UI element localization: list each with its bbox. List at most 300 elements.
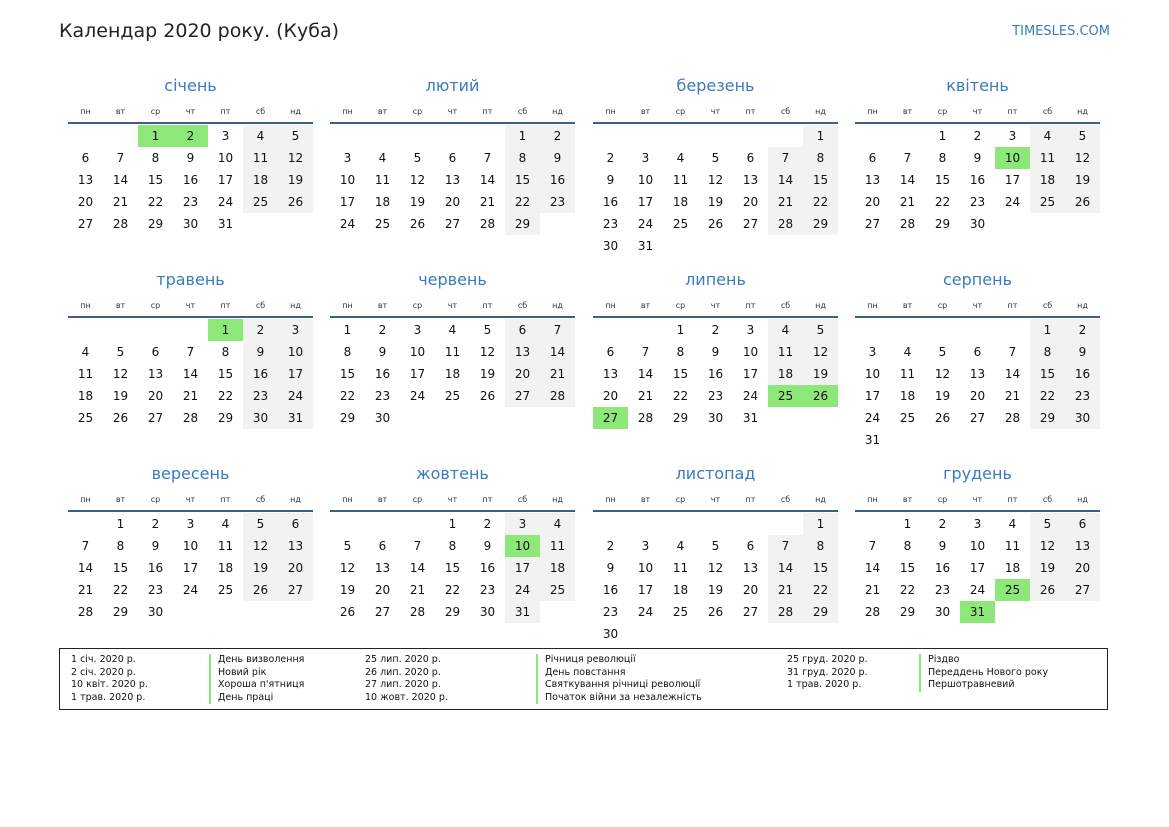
day-cell: 12	[934, 367, 951, 381]
weekday-header: вт	[902, 301, 913, 310]
day-cell: 17	[182, 561, 199, 575]
day-cell: 21	[768, 191, 803, 213]
weekday-header: чт	[447, 301, 458, 310]
weekday-header: пт	[220, 301, 231, 310]
legend-holiday-name: Святкування річниці революції	[536, 679, 702, 692]
day-cell: 11	[1030, 147, 1065, 169]
holiday-day-cell: 25	[995, 579, 1030, 601]
day-cell: 16	[602, 195, 619, 209]
day-cell: 18	[217, 561, 234, 575]
day-cell: 7	[81, 539, 90, 553]
day-cell: 16	[602, 583, 619, 597]
day-cell: 10	[409, 345, 426, 359]
day-cell: 21	[540, 363, 575, 385]
day-cell: 13	[505, 341, 540, 363]
weekday-header: пн	[867, 495, 878, 504]
day-cell: 30	[602, 239, 619, 253]
legend-date: 31 груд. 2020 р.	[787, 666, 868, 678]
weekday-header: ср	[675, 107, 686, 116]
day-cell: 12	[1030, 535, 1065, 557]
legend-date: 1 трав. 2020 р.	[71, 691, 146, 703]
weekday-header: сб	[780, 495, 791, 504]
day-cell: 3	[641, 151, 650, 165]
day-cell: 11	[374, 173, 391, 187]
day-cell: 16	[479, 561, 496, 575]
weekday-header: пт	[745, 301, 756, 310]
day-cell: 5	[803, 319, 838, 341]
day-cell: 30	[969, 217, 986, 231]
day-cell: 4	[81, 345, 90, 359]
day-cell: 30	[479, 605, 496, 619]
weekday-header: пт	[1007, 301, 1018, 310]
day-cell: 3	[641, 539, 650, 553]
day-cell: 19	[1030, 557, 1065, 579]
day-cell: 4	[676, 539, 685, 553]
day-cell: 1	[676, 323, 685, 337]
day-cell: 22	[934, 195, 951, 209]
site-link[interactable]: TIMESLES.COM	[1012, 24, 1110, 39]
day-cell: 24	[182, 583, 199, 597]
day-cell: 3	[973, 517, 982, 531]
weekday-header: сб	[1042, 495, 1053, 504]
day-cell: 4	[903, 345, 912, 359]
day-cell: 2	[606, 151, 615, 165]
day-cell: 13	[742, 561, 759, 575]
weekday-header: сб	[780, 301, 791, 310]
day-cell: 1	[938, 129, 947, 143]
day-cell: 20	[742, 195, 759, 209]
weekday-header: пн	[867, 301, 878, 310]
day-cell: 19	[707, 583, 724, 597]
day-cell: 27	[1065, 579, 1100, 601]
day-cell: 29	[505, 213, 540, 235]
day-cell: 24	[339, 217, 356, 231]
day-cell: 20	[147, 389, 164, 403]
holiday-day-cell: 1	[138, 125, 173, 147]
month-header-rule	[593, 510, 838, 512]
day-cell: 9	[243, 341, 278, 363]
day-cell: 9	[1065, 341, 1100, 363]
day-cell: 24	[637, 217, 654, 231]
day-cell: 19	[934, 389, 951, 403]
day-cell: 31	[637, 239, 654, 253]
day-cell: 26	[409, 217, 426, 231]
day-cell: 18	[1004, 561, 1021, 575]
day-cell: 28	[1004, 411, 1021, 425]
day-cell: 6	[378, 539, 387, 553]
weekday-header: пн	[342, 107, 353, 116]
day-cell: 4	[1008, 517, 1017, 531]
legend-date: 1 січ. 2020 р.	[71, 654, 136, 665]
day-cell: 22	[112, 583, 129, 597]
day-cell: 17	[505, 557, 540, 579]
day-cell: 18	[444, 367, 461, 381]
day-cell: 6	[746, 539, 755, 553]
day-cell: 7	[868, 539, 877, 553]
day-cell: 18	[899, 389, 916, 403]
day-cell: 29	[934, 217, 951, 231]
weekday-header: пн	[80, 107, 91, 116]
day-cell: 5	[1030, 513, 1065, 535]
day-cell: 9	[711, 345, 720, 359]
day-cell: 25	[672, 217, 689, 231]
weekday-header: пн	[605, 495, 616, 504]
weekday-header: пт	[220, 107, 231, 116]
weekday-header: пт	[1007, 495, 1018, 504]
weekday-header: нд	[815, 301, 826, 310]
weekday-header: чт	[710, 495, 721, 504]
day-cell: 10	[182, 539, 199, 553]
day-cell: 21	[182, 389, 199, 403]
day-cell: 10	[864, 367, 881, 381]
day-cell: 6	[278, 513, 313, 535]
day-cell: 2	[483, 517, 492, 531]
weekday-header: нд	[552, 495, 563, 504]
legend-date: 26 лип. 2020 р.	[365, 666, 441, 678]
day-cell: 9	[151, 539, 160, 553]
day-cell: 11	[540, 535, 575, 557]
day-cell: 30	[147, 605, 164, 619]
day-cell: 28	[768, 601, 803, 623]
day-cell: 9	[540, 147, 575, 169]
day-cell: 2	[151, 517, 160, 531]
weekday-header: вт	[902, 495, 913, 504]
day-cell: 17	[637, 583, 654, 597]
day-cell: 14	[479, 173, 496, 187]
day-cell: 6	[505, 319, 540, 341]
day-cell: 1	[505, 125, 540, 147]
day-cell: 27	[742, 605, 759, 619]
day-cell: 26	[278, 191, 313, 213]
day-cell: 17	[409, 367, 426, 381]
legend-dates-col-1	[71, 654, 148, 704]
day-cell: 14	[864, 561, 881, 575]
day-cell: 11	[899, 367, 916, 381]
day-cell: 14	[540, 341, 575, 363]
weekday-header: вт	[115, 107, 126, 116]
weekday-header: чт	[185, 495, 196, 504]
day-cell: 23	[1065, 385, 1100, 407]
day-cell: 12	[278, 147, 313, 169]
day-cell: 29	[672, 411, 689, 425]
day-cell: 2	[973, 129, 982, 143]
weekday-header: пн	[80, 495, 91, 504]
day-cell: 30	[602, 627, 619, 641]
holiday-day-cell: 10	[505, 535, 540, 557]
day-cell: 5	[413, 151, 422, 165]
day-cell: 18	[768, 363, 803, 385]
weekday-header: сб	[780, 107, 791, 116]
day-cell: 1	[448, 517, 457, 531]
day-cell: 1	[343, 323, 352, 337]
month-name: липень	[685, 270, 746, 289]
day-cell: 3	[1008, 129, 1017, 143]
legend-holiday-name: День визволення	[209, 654, 304, 667]
day-cell: 24	[1004, 195, 1021, 209]
legend-names-col-1	[209, 654, 304, 704]
holiday-day-cell: 27	[593, 407, 628, 429]
day-cell: 8	[448, 539, 457, 553]
day-cell: 19	[707, 195, 724, 209]
day-cell: 1	[1030, 319, 1065, 341]
month-name: серпень	[943, 270, 1012, 289]
day-cell: 6	[868, 151, 877, 165]
day-cell: 31	[505, 601, 540, 623]
month-header-rule	[855, 122, 1100, 124]
day-cell: 29	[444, 605, 461, 619]
month-header-rule	[330, 510, 575, 512]
day-cell: 19	[803, 363, 838, 385]
weekday-header: ср	[937, 301, 948, 310]
day-cell: 14	[899, 173, 916, 187]
day-cell: 7	[641, 345, 650, 359]
day-cell: 30	[934, 605, 951, 619]
day-cell: 7	[540, 319, 575, 341]
day-cell: 22	[505, 191, 540, 213]
day-cell: 28	[77, 605, 94, 619]
day-cell: 12	[243, 535, 278, 557]
day-cell: 1	[116, 517, 125, 531]
weekday-header: чт	[972, 495, 983, 504]
day-cell: 27	[969, 411, 986, 425]
day-cell: 6	[606, 345, 615, 359]
day-cell: 6	[973, 345, 982, 359]
day-cell: 26	[339, 605, 356, 619]
day-cell: 6	[151, 345, 160, 359]
legend-holiday-name: Початок війни за незалежність	[536, 692, 702, 705]
month-header-rule	[68, 122, 313, 124]
day-cell: 18	[374, 195, 391, 209]
month-name: квітень	[946, 76, 1009, 95]
day-cell: 29	[217, 411, 234, 425]
day-cell: 23	[969, 195, 986, 209]
weekday-header: сб	[1042, 107, 1053, 116]
day-cell: 15	[147, 173, 164, 187]
day-cell: 17	[1004, 173, 1021, 187]
day-cell: 8	[676, 345, 685, 359]
day-cell: 11	[672, 173, 689, 187]
day-cell: 11	[672, 561, 689, 575]
day-cell: 19	[243, 557, 278, 579]
legend-holiday-name: Переддень Нового року	[919, 667, 1048, 680]
legend-date: 1 трав. 2020 р.	[787, 679, 862, 690]
day-cell: 4	[1030, 125, 1065, 147]
day-cell: 6	[1065, 513, 1100, 535]
day-cell: 1	[803, 513, 838, 535]
weekday-header: вт	[902, 107, 913, 116]
weekday-header: нд	[290, 301, 301, 310]
weekday-header: пн	[605, 301, 616, 310]
day-cell: 21	[1004, 389, 1021, 403]
day-cell: 2	[606, 539, 615, 553]
day-cell: 14	[182, 367, 199, 381]
day-cell: 8	[343, 345, 352, 359]
weekday-header: чт	[972, 107, 983, 116]
day-cell: 19	[112, 389, 129, 403]
day-cell: 11	[1004, 539, 1021, 553]
month-name: січень	[164, 76, 217, 95]
weekday-header: чт	[972, 301, 983, 310]
day-cell: 5	[278, 125, 313, 147]
legend-date: 25 лип. 2020 р.	[365, 654, 441, 665]
day-cell: 16	[374, 367, 391, 381]
day-cell: 19	[409, 195, 426, 209]
holiday-day-cell: 10	[995, 147, 1030, 169]
month-header-rule	[68, 510, 313, 512]
weekday-header: ср	[675, 495, 686, 504]
day-cell: 12	[409, 173, 426, 187]
day-cell: 2	[711, 323, 720, 337]
legend-holiday-name: День праці	[209, 692, 304, 705]
day-cell: 17	[637, 195, 654, 209]
day-cell: 4	[540, 513, 575, 535]
weekday-header: ср	[412, 107, 423, 116]
day-cell: 15	[505, 169, 540, 191]
month-name: лютий	[425, 76, 480, 95]
day-cell: 21	[864, 583, 881, 597]
day-cell: 22	[147, 195, 164, 209]
weekday-header: пт	[745, 107, 756, 116]
day-cell: 9	[483, 539, 492, 553]
weekday-header: ср	[150, 495, 161, 504]
month-header-rule	[330, 122, 575, 124]
day-cell: 5	[483, 323, 492, 337]
day-cell: 3	[868, 345, 877, 359]
day-cell: 30	[1065, 407, 1100, 429]
day-cell: 21	[112, 195, 129, 209]
legend-names-col-3	[919, 654, 1048, 692]
weekday-header: пт	[482, 107, 493, 116]
day-cell: 16	[1065, 363, 1100, 385]
day-cell: 2	[1065, 319, 1100, 341]
day-cell: 23	[147, 583, 164, 597]
day-cell: 29	[803, 601, 838, 623]
weekday-header: вт	[377, 301, 388, 310]
legend-date: 2 січ. 2020 р.	[71, 666, 136, 678]
day-cell: 19	[339, 583, 356, 597]
day-cell: 18	[672, 583, 689, 597]
day-cell: 12	[1065, 147, 1100, 169]
day-cell: 12	[803, 341, 838, 363]
weekday-header: вт	[115, 495, 126, 504]
month-header-rule	[593, 122, 838, 124]
day-cell: 31	[278, 407, 313, 429]
legend-holiday-name: Хороша п'ятниця	[209, 679, 304, 692]
weekday-header: ср	[150, 107, 161, 116]
page-title: Календар 2020 року. (Куба)	[59, 20, 340, 42]
weekday-header: сб	[517, 301, 528, 310]
day-cell: 20	[742, 583, 759, 597]
day-cell: 28	[768, 213, 803, 235]
day-cell: 13	[77, 173, 94, 187]
day-cell: 11	[243, 147, 278, 169]
day-cell: 28	[637, 411, 654, 425]
legend-dates-col-2	[365, 654, 448, 704]
day-cell: 18	[243, 169, 278, 191]
day-cell: 14	[768, 169, 803, 191]
day-cell: 5	[116, 345, 125, 359]
legend-holiday-name: Різдво	[919, 654, 1048, 667]
day-cell: 19	[1065, 169, 1100, 191]
day-cell: 8	[221, 345, 230, 359]
day-cell: 16	[182, 173, 199, 187]
day-cell: 3	[413, 323, 422, 337]
day-cell: 20	[77, 195, 94, 209]
day-cell: 25	[1030, 191, 1065, 213]
day-cell: 22	[899, 583, 916, 597]
day-cell: 17	[969, 561, 986, 575]
weekday-header: вт	[377, 107, 388, 116]
day-cell: 23	[602, 605, 619, 619]
day-cell: 20	[1065, 557, 1100, 579]
day-cell: 9	[938, 539, 947, 553]
day-cell: 18	[672, 195, 689, 209]
weekday-header: сб	[255, 107, 266, 116]
weekday-header: ср	[412, 301, 423, 310]
day-cell: 14	[112, 173, 129, 187]
day-cell: 13	[969, 367, 986, 381]
legend-date: 10 квіт. 2020 р.	[71, 679, 148, 690]
day-cell: 9	[973, 151, 982, 165]
holiday-day-cell: 31	[960, 601, 995, 623]
day-cell: 28	[899, 217, 916, 231]
day-cell: 21	[77, 583, 94, 597]
day-cell: 15	[217, 367, 234, 381]
holiday-day-cell: 26	[803, 385, 838, 407]
weekday-header: ср	[150, 301, 161, 310]
day-cell: 16	[969, 173, 986, 187]
day-cell: 27	[864, 217, 881, 231]
day-cell: 26	[707, 217, 724, 231]
day-cell: 27	[742, 217, 759, 231]
month-header-rule	[593, 316, 838, 318]
day-cell: 20	[969, 389, 986, 403]
day-cell: 30	[374, 411, 391, 425]
day-cell: 28	[864, 605, 881, 619]
weekday-header: чт	[710, 301, 721, 310]
day-cell: 22	[803, 191, 838, 213]
month-name: жовтень	[416, 464, 489, 483]
day-cell: 3	[221, 129, 230, 143]
day-cell: 26	[707, 605, 724, 619]
day-cell: 27	[374, 605, 391, 619]
legend-holiday-name: Новий рік	[209, 667, 304, 680]
day-cell: 20	[602, 389, 619, 403]
day-cell: 8	[803, 147, 838, 169]
day-cell: 20	[444, 195, 461, 209]
day-cell: 26	[112, 411, 129, 425]
day-cell: 13	[147, 367, 164, 381]
day-cell: 2	[540, 125, 575, 147]
day-cell: 19	[479, 367, 496, 381]
weekday-header: чт	[710, 107, 721, 116]
weekday-header: пт	[482, 495, 493, 504]
day-cell: 28	[540, 385, 575, 407]
day-cell: 21	[479, 195, 496, 209]
day-cell: 10	[637, 173, 654, 187]
day-cell: 9	[378, 345, 387, 359]
day-cell: 13	[602, 367, 619, 381]
month-header-rule	[855, 316, 1100, 318]
day-cell: 10	[217, 151, 234, 165]
weekday-header: ср	[937, 495, 948, 504]
day-cell: 27	[278, 579, 313, 601]
weekday-header: пт	[220, 495, 231, 504]
day-cell: 15	[112, 561, 129, 575]
day-cell: 4	[448, 323, 457, 337]
weekday-header: нд	[1077, 301, 1088, 310]
day-cell: 2	[243, 319, 278, 341]
